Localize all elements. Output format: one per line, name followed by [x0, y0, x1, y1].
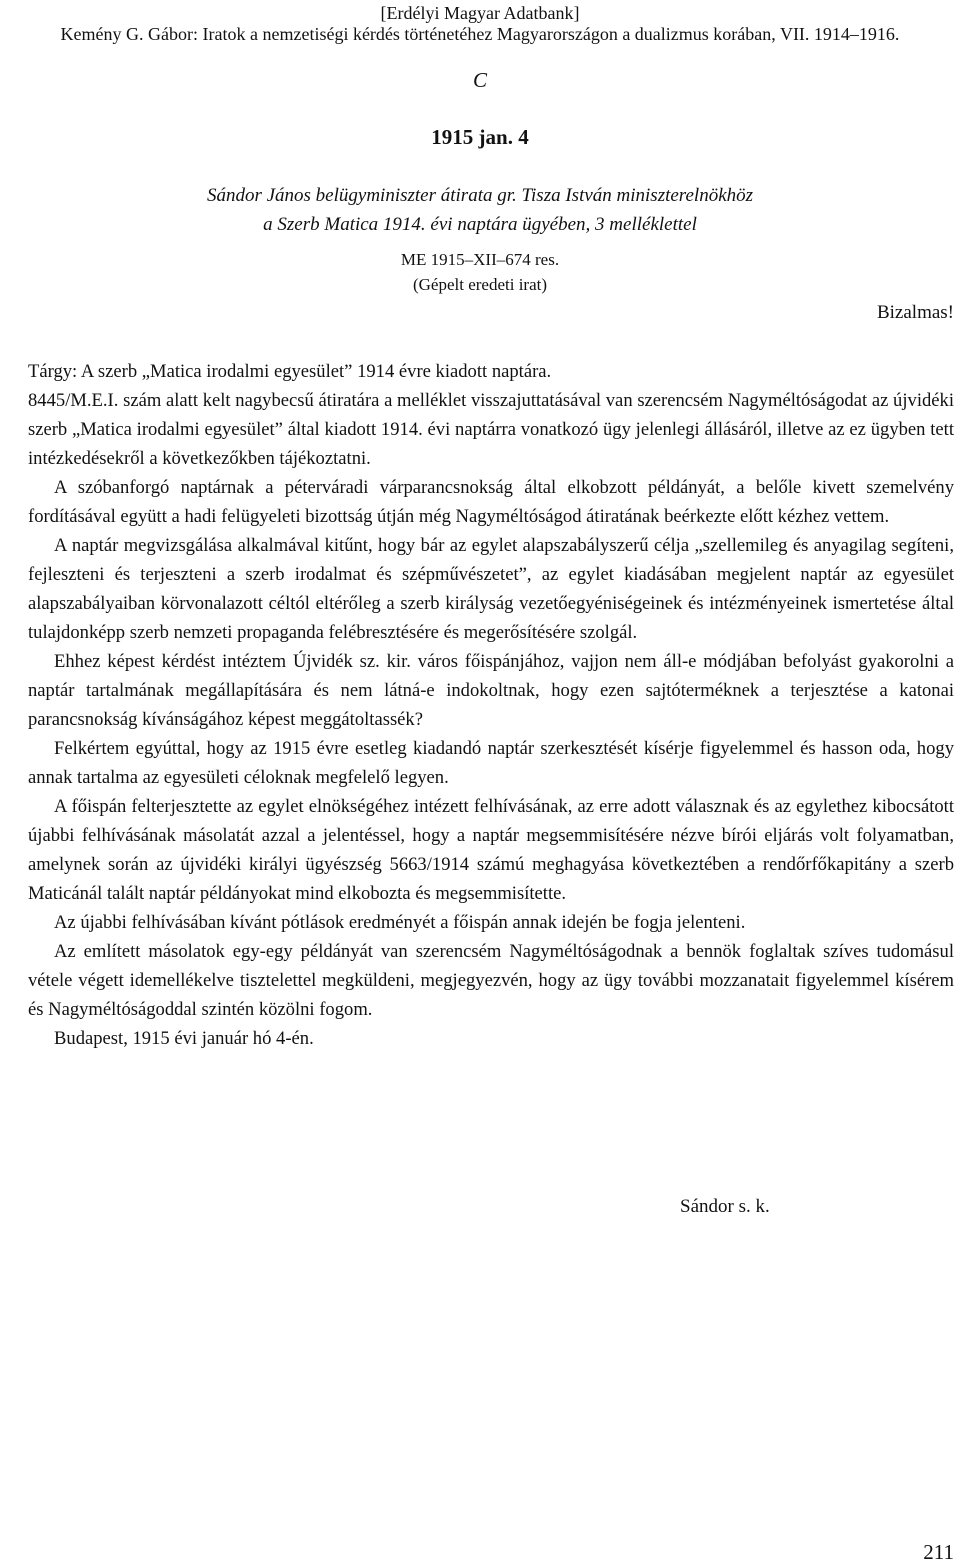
paragraph-5: Felkértem egyúttal, hogy az 1915 évre esetleg kiadandó naptár szerkesztését kísérje figyelemmel és hasson oda, hogy annak tartalma az egyesületi céloknak megfelelő legyen. [28, 738, 954, 788]
paragraph-8: Az említett másolatok egy-egy példányát van szerencsém Nagyméltóságodnak a bennök foglaltak szíves tudomásul vétele végett idemellékelve tisztelettel megküldeni, megjegyezvén, hogy az ügy további mozzanatait figyelemmel kísérem és Nagyméltóságoddal szintén közölni fogom. [28, 941, 954, 1020]
letter-body [28, 386, 954, 1053]
signature: Sándor s. k. [680, 1196, 770, 1217]
paragraph-2: A szóbanforgó naptárnak a péterváradi várparancsnokság által elkobzott példányát, a belőle kivett szemelvény fordításával együtt a hadi felügyeleti bizottság útján még Nagyméltóságod átiratának beérkezte előtt kézhez vettem. [28, 477, 954, 527]
paragraph-7: Az újabbi felhívásában kívánt pótlások eredményét a főispán annak idején be fogja jelenteni. [54, 912, 746, 933]
document-title-line-2: a Szerb Matica 1914. évi naptára ügyében, 3 melléklettel [263, 214, 697, 235]
paragraph-6: A főispán felterjesztette az egylet elnökségéhez intézett felhívásának, az erre adott válasznak és az egylethez kibocsátott újabbi felhívásának másolatát azzal a jelentéssel, hogy a naptár megsemmisítésére nézve bírói eljárás volt folyamatban, amelynek során az újvidéki királyi ügyészség 5663/1914 számú meghagyása következtében a rendőrfőkapitány a szerb Maticánál talált naptár példányokat mind elkobozta és megsemmisítette. [28, 796, 954, 904]
source-header: [Erdélyi Magyar Adatbank] [380, 3, 580, 23]
citation-header: Kemény G. Gábor: Iratok a nemzetiségi kérdés történetéhez Magyarországon a dualizmus korában, VII. 1914–1916. [60, 24, 900, 44]
classification-label: Bizalmas! [876, 302, 954, 323]
paragraph-1: 8445/M.E.I. szám alatt kelt nagybecsű átiratára a melléklet visszajuttatásával van szerencsém Nagyméltóságodat az újvidéki szerb „Matica irodalmi egyesület” által kiadott 1914. évi naptárra vonatkozó ügy jelenlegi állásáról, illetve az ez ügyben tett intézkedésekről a következőkben tájékoztatni. [28, 390, 954, 469]
date-place-line: Budapest, 1915 évi január hó 4-én. [54, 1028, 314, 1049]
paragraph-3: A naptár megvizsgálása alkalmával kitűnt, hogy bár az egylet alapszabályszerű célja „szellemileg és anyagilag segíteni, fejleszteni és terjeszteni a szerb irodalmat és szépművészetet”, az egylet kiadásában megjelent naptár az egyesület alapszabályaiban körvonalazott céltól eltérőleg a szerb királyság vezetőegyéniségeinek és intézményeinek ismertetése által tulajdonképp szerb nemzeti propaganda felébresztésére és megerősítésére szolgál. [28, 535, 954, 643]
paragraph-4: Ehhez képest kérdést intéztem Újvidék sz. kir. város főispánjához, vajjon nem áll-e módjában befolyást gyakorolni a naptár tartalmának megállapítására és nem látná-e indokoltnak, hogy ezen sajtóterméknek a terjesztése a katonai parancsnokság kívánságához képest meggátoltassék? [28, 651, 954, 730]
document-title-line-1: Sándor János belügyminiszter átirata gr. Tisza István miniszterelnökhöz [206, 185, 754, 206]
subject-line [28, 357, 954, 386]
section-letter: C [472, 68, 487, 92]
subject-text: Tárgy: A szerb „Matica irodalmi egyesület” 1914 évre kiadott naptára. [28, 361, 552, 382]
date-heading: 1915 jan. 4 [431, 125, 529, 149]
archive-note: (Gépelt eredeti irat) [412, 275, 548, 294]
archive-reference: ME 1915–XII–674 res. [400, 250, 560, 269]
page-number: 211 [923, 1540, 954, 1564]
